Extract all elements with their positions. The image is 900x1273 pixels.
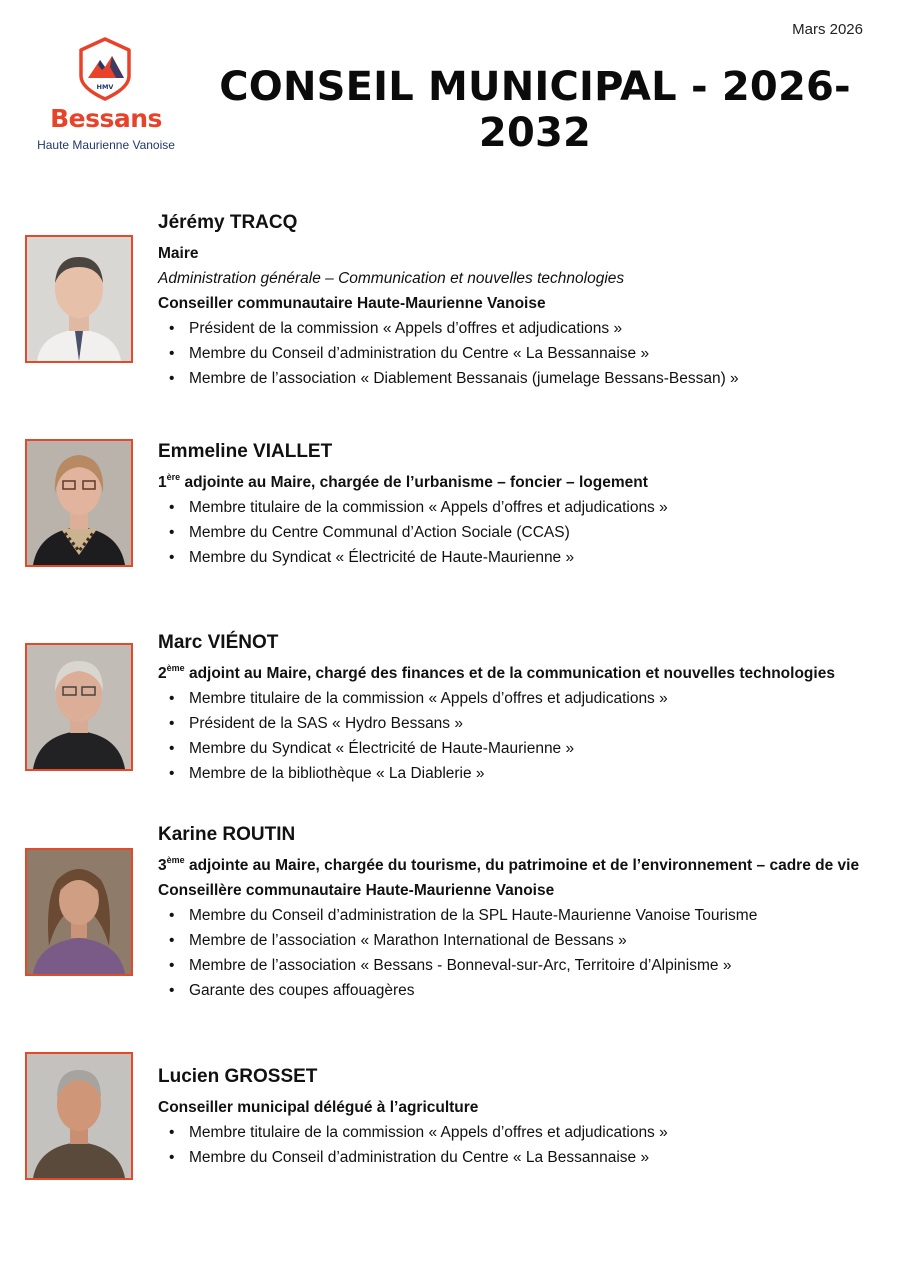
document-date: Mars 2026 (792, 21, 863, 38)
list-item: • Membre de la bibliothèque « La Diablerie » (189, 761, 893, 786)
list-item: • Président de la commission « Appels d’offres et adjudications » (189, 316, 893, 341)
member-extra-role: Conseiller communautaire Haute-Maurienne Vanoise (158, 295, 546, 312)
member-responsibilities (158, 903, 893, 1003)
list-item: • Membre du Conseil d’administration du Centre « La Bessannaise » (189, 341, 893, 366)
list-item: • Membre titulaire de la commission « Appels d’offres et adjudications » (189, 495, 893, 520)
member-name: Jérémy TRACQ (158, 212, 298, 233)
bessans-logo (28, 36, 188, 156)
member-info (158, 1064, 893, 1170)
list-item: • Membre du Centre Communal d’Action Sociale (CCAS) (189, 520, 893, 545)
member-role: 2ème adjoint au Maire, chargé des finances et de la communication et nouvelles technologies (158, 662, 835, 682)
list-item: • Membre du Syndicat « Électricité de Haute-Maurienne » (189, 545, 893, 570)
list-item: • Membre du Conseil d’administration de la SPL Haute-Maurienne Vanoise Tourisme (189, 903, 893, 928)
member-role: 1ère adjointe au Maire, chargée de l’urbanisme – foncier – logement (158, 471, 648, 491)
member-role: Maire (158, 245, 199, 262)
member-extra-role: Conseillère communautaire Haute-Maurienne Vanoise (158, 882, 555, 899)
member-name: Lucien GROSSET (158, 1066, 318, 1087)
list-item: • Membre titulaire de la commission « Appels d’offres et adjudications » (189, 1120, 893, 1145)
logo-badge: HMV (96, 83, 114, 91)
member-info (158, 210, 893, 391)
member-responsibilities (158, 686, 893, 786)
member-photo (25, 643, 133, 771)
page-title: CONSEIL MUNICIPAL - 2026-2032 (219, 64, 851, 156)
member-name: Emmeline VIALLET (158, 441, 333, 462)
list-item: • Membre titulaire de la commission « Appels d’offres et adjudications » (189, 686, 893, 711)
member-info (158, 439, 893, 570)
list-item: • Membre du Conseil d’administration du Centre « La Bessannaise » (189, 1145, 893, 1170)
mountain-shield-icon (74, 36, 136, 107)
list-item: • Membre de l’association « Diablement Bessanais (jumelage Bessans-Bessan) » (189, 366, 893, 391)
member-domain: Administration générale – Communication et nouvelles technologies (158, 270, 625, 287)
list-item: • Membre de l’association « Bessans - Bonneval-sur-Arc, Territoire d’Alpinisme » (189, 953, 893, 978)
member-responsibilities (158, 495, 893, 570)
logo-subtitle: Haute Maurienne Vanoise (37, 138, 175, 152)
list-item: • Garante des coupes affouagères (189, 978, 893, 1003)
member-role: 3ème adjointe au Maire, chargée du tourisme, du patrimoine et de l’environnement – cadre de vie (158, 854, 860, 874)
list-item: • Membre de l’association « Marathon International de Bessans » (189, 928, 893, 953)
member-role: Conseiller municipal délégué à l’agriculture (158, 1099, 479, 1116)
member-responsibilities (158, 1120, 893, 1170)
member-name: Karine ROUTIN (158, 824, 296, 845)
list-item: • Membre du Syndicat « Électricité de Haute-Maurienne » (189, 736, 893, 761)
member-info (158, 822, 893, 1003)
member-info (158, 630, 893, 786)
member-photo (25, 439, 133, 567)
member-photo (25, 1052, 133, 1180)
member-responsibilities (158, 316, 893, 391)
member-name: Marc VIÉNOT (158, 632, 279, 653)
list-item: • Président de la SAS « Hydro Bessans » (189, 711, 893, 736)
member-photo (25, 848, 133, 976)
member-photo (25, 235, 133, 363)
logo-town-name: Bessans (50, 104, 162, 133)
